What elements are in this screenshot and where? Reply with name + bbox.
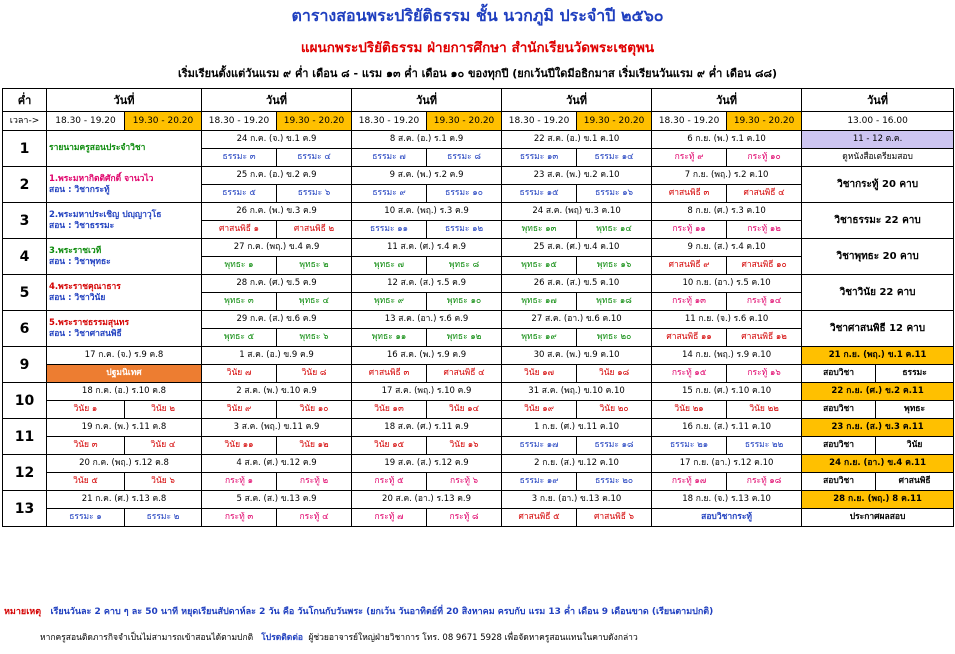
subject-cell: กระทู้ ๓ — [202, 509, 277, 527]
time-row — [3, 112, 954, 131]
subject-cell: ศาสนพิธี ๖ — [577, 509, 652, 527]
date-cell: 26 ส.ค. (ส.) ข.5 ค.10 — [502, 275, 652, 293]
date-cell: 15 ก.ย. (ศ.) ร.10 ค.10 — [652, 383, 802, 401]
exam-label: สอบวิชา — [802, 437, 876, 455]
subject-cell: กระทู้ ๑๐ — [727, 149, 802, 167]
subject-cell: พุทธะ ๗ — [352, 257, 427, 275]
schedule-table — [2, 88, 954, 527]
subject-cell: วินัย ๔ — [125, 437, 202, 455]
subject-cell: ศาสนพิธี ๔ — [727, 185, 802, 203]
date-cell: 24 ส.ค. (พฤ) ข.3 ค.10 — [502, 203, 652, 221]
kham-number: 10 — [3, 383, 47, 419]
date-cell: 10 ก.ย. (อา.) ร.5 ค.10 — [652, 275, 802, 293]
subject-cell: พุทธะ ๕ — [202, 329, 277, 347]
date-cell: 14 ก.ย. (พฤ.) ร.9 ค.10 — [652, 347, 802, 365]
exam-subject: วินัย — [876, 437, 954, 455]
teacher-name: 5.พระราชธรรมสุนทร — [49, 318, 130, 328]
footer-line2b: โปรดติดต่อ — [261, 633, 303, 643]
subject-cell: ธรรมะ ๘ — [427, 149, 502, 167]
table-row — [3, 365, 954, 383]
footer-note-label: หมายเหตุ — [4, 607, 42, 617]
date-cell: 17 ส.ค. (พฤ.) ร.10 ค.9 — [352, 383, 502, 401]
time-slot: 18.30 - 19.20 — [47, 112, 125, 131]
subject-cell: วินัย ๑๑ — [202, 437, 277, 455]
subject-cell: กระทู้ ๔ — [277, 509, 352, 527]
subject-cell: วินัย ๑๒ — [277, 437, 352, 455]
teacher-name: 1.พระมหากิตติศักดิ์ จานวไว — [49, 174, 154, 184]
teacher-subject: สอน : วิชาธรรมะ — [49, 220, 115, 231]
subject-summary: วิชาพุทธะ 20 คาบ — [802, 239, 954, 275]
table-row — [3, 383, 954, 401]
orientation-cell: ปฐมนิเทศ — [47, 365, 202, 383]
subject-cell: กระทู้ ๒ — [277, 473, 352, 491]
subject-cell: พุทธะ ๑๐ — [427, 293, 502, 311]
date-cell: 18 ก.ย. (จ.) ร.13 ค.10 — [652, 491, 802, 509]
teacher-subject: สอน : วิชาพุทธะ — [49, 256, 111, 267]
subject-cell: ธรรมะ ๔ — [277, 149, 352, 167]
subject-cell: ธรรมะ ๑ — [47, 509, 125, 527]
table-row — [3, 491, 954, 509]
teacher-name: รายนามครูสอนประจำวิชา — [49, 143, 146, 154]
date-cell: 1 ก.ย. (ศ.) ข.11 ค.10 — [502, 419, 652, 437]
page-subtitle-2: เริ่มเรียนตั้งแต่วันแรม ๙ ค่ำ เดือน ๘ - แรม ๑๓ ค่ำ เดือน ๑๐ ของทุกปี (ยกเว้นปีใดมีอธิกมาส เริ่มเรียนวันแรม ๙ ค่ำ เดือน ๘๘) — [177, 67, 777, 80]
date-cell: 12 ส.ค. (ส.) ร.5 ค.9 — [352, 275, 502, 293]
date-cell: 9 ก.ย. (ส.) ร.4 ค.10 — [652, 239, 802, 257]
prep-cell: ดูหนังสือเตรียมสอบ — [802, 149, 954, 167]
table-row — [3, 437, 954, 455]
date-cell: 11 ส.ค. (ศ.) ร.4 ค.9 — [352, 239, 502, 257]
kham-number: 2 — [3, 167, 47, 203]
kham-number: 3 — [3, 203, 47, 239]
subject-cell: ธรรมะ ๑๘ — [577, 437, 652, 455]
footer-note — [4, 604, 713, 618]
date-header: วันที่ — [802, 89, 954, 112]
table-row — [3, 131, 954, 149]
subject-cell: ธรรมะ ๑๐ — [427, 185, 502, 203]
time-slot: 18.30 - 19.20 — [352, 112, 427, 131]
date-cell: 19 ส.ค. (ส.) ร.12 ค.9 — [352, 455, 502, 473]
footer-contact — [40, 630, 638, 644]
subject-cell: กระทู้ ๑๗ — [652, 473, 727, 491]
table-row — [3, 311, 954, 329]
date-cell: 21 ก.ค. (ศ.) ร.13 ค.8 — [47, 491, 202, 509]
date-cell: 7 ก.ย. (พฤ.) ร.2 ค.10 — [652, 167, 802, 185]
date-cell: 25 ก.ค. (อ.) ข.2 ค.9 — [202, 167, 352, 185]
date-cell: 9 ส.ค. (พ.) ร.2 ค.9 — [352, 167, 502, 185]
table-row — [3, 455, 954, 473]
subject-cell: วินัย ๑๗ — [502, 365, 577, 383]
rows-block-2 — [3, 347, 954, 527]
subject-cell: พุทธะ ๑๒ — [427, 329, 502, 347]
table-row — [3, 167, 954, 185]
subject-cell: กระทู้ ๘ — [427, 509, 502, 527]
date-cell: 3 ก.ย. (อา.) ข.13 ค.10 — [502, 491, 652, 509]
teacher-cell — [47, 239, 202, 275]
exam-kratu-cell: สอบวิชากระทู้ — [652, 509, 802, 527]
subject-cell: พุทธะ ๙ — [352, 293, 427, 311]
subject-cell: วินัย ๒๐ — [577, 401, 652, 419]
date-cell: 6 ก.ย. (พ.) ร.1 ค.10 — [652, 131, 802, 149]
subject-cell: วินัย ๘ — [277, 365, 352, 383]
subject-cell: ศาสนพิธี ๓ — [352, 365, 427, 383]
date-cell: 27 ก.ค. (พฤ.) ข.4 ค.9 — [202, 239, 352, 257]
teacher-cell — [47, 311, 202, 347]
footer-line2c: ผู้ช่วยอาจารย์ใหญ่ฝ่ายวิชาการ โทร. 08 9671 5928 เพื่อจัดหาครูสอนแทนในคาบดังกล่าว — [308, 633, 638, 643]
date-cell: 11 ก.ย. (จ.) ร.6 ค.10 — [652, 311, 802, 329]
kham-number: 1 — [3, 131, 47, 167]
header-row — [3, 89, 954, 112]
subject-cell: กระทู้ ๑๔ — [727, 293, 802, 311]
kham-number: 12 — [3, 455, 47, 491]
subject-cell: วินัย ๑ — [47, 401, 125, 419]
time-slot: 19.30 - 20.20 — [125, 112, 202, 131]
subject-cell: กระทู้ ๑๖ — [727, 365, 802, 383]
date-cell: 25 ส.ค. (ศ.) ข.4 ค.10 — [502, 239, 652, 257]
exam-label: สอบวิชา — [802, 401, 876, 419]
subject-cell: ธรรมะ ๑๑ — [352, 221, 427, 239]
subject-cell: พุทธะ ๑ — [202, 257, 277, 275]
subject-cell: พุทธะ ๑๑ — [352, 329, 427, 347]
date-header: วันที่ — [47, 89, 202, 112]
date-header: วันที่ — [652, 89, 802, 112]
subject-cell: ธรรมะ ๖ — [277, 185, 352, 203]
teacher-name: 2.พระมหาประเชิญ ปญฺญาวุโธ — [49, 210, 162, 220]
subject-cell: ธรรมะ ๒๑ — [652, 437, 727, 455]
subject-cell: วินัย ๑๖ — [427, 437, 502, 455]
date-cell: 3 ส.ค. (พฤ.) ข.11 ค.9 — [202, 419, 352, 437]
time-slot: 19.30 - 20.20 — [277, 112, 352, 131]
date-cell: 26 ก.ค. (พ.) ข.3 ค.9 — [202, 203, 352, 221]
date-cell: 16 ก.ย. (ส.) ร.11 ค.10 — [652, 419, 802, 437]
teacher-name: 3.พระราชเวที — [49, 246, 102, 256]
date-cell: 22 ส.ค. (อ.) ข.1 ค.10 — [502, 131, 652, 149]
exam-date-cell: 24 ก.ย. (อา.) ข.4 ค.11 — [802, 455, 954, 473]
kham-header: ค่ำ — [3, 89, 47, 112]
time-label: เวลา-> — [3, 112, 47, 131]
teacher-cell — [47, 275, 202, 311]
subject-cell: ศาสนพิธี ๙ — [652, 257, 727, 275]
subject-cell: ธรรมะ ๕ — [202, 185, 277, 203]
date-cell: 18 ส.ค. (ศ.) ร.11 ค.9 — [352, 419, 502, 437]
page-title: ตารางสอนพระปริยัติธรรม ชั้น นวกภูมิ ประจำปี ๒๕๖๐ — [291, 6, 664, 25]
subject-cell: ธรรมะ ๑๕ — [502, 185, 577, 203]
exam-subject: พุทธะ — [876, 401, 954, 419]
date-cell: 2 ส.ค. (พ.) ข.10 ค.9 — [202, 383, 352, 401]
date-cell: 20 ส.ค. (อา.) ร.13 ค.9 — [352, 491, 502, 509]
teacher-subject: สอน : วิชากระทู้ — [49, 184, 110, 195]
date-cell: 23 ส.ค. (พ.) ข.2 ค.10 — [502, 167, 652, 185]
subject-cell: พุทธะ ๑๔ — [577, 221, 652, 239]
subject-cell: ศาสนพิธี ๑๐ — [727, 257, 802, 275]
kham-number: 5 — [3, 275, 47, 311]
table-row — [3, 401, 954, 419]
date-header: วันที่ — [502, 89, 652, 112]
subject-cell: วินัย ๑๐ — [277, 401, 352, 419]
table-row — [3, 275, 954, 293]
subject-cell: ธรรมะ ๙ — [352, 185, 427, 203]
time-slot: 18.30 - 19.20 — [502, 112, 577, 131]
subject-summary: วิชากระทู้ 20 คาบ — [802, 167, 954, 203]
subject-cell: วินัย ๒๑ — [652, 401, 727, 419]
date-cell: 20 ก.ค. (พฤ.) ร.12 ค.8 — [47, 455, 202, 473]
subject-cell: ธรรมะ ๑๓ — [502, 149, 577, 167]
time-slot: 19.30 - 20.20 — [427, 112, 502, 131]
teacher-subject: สอน : วิชาวินัย — [49, 292, 106, 303]
subject-cell: ธรรมะ ๒๒ — [727, 437, 802, 455]
subject-cell: พุทธะ ๑๘ — [577, 293, 652, 311]
date-cell: 16 ส.ค. (พ.) ร.9 ค.9 — [352, 347, 502, 365]
date-cell: 18 ก.ค. (อ.) ร.10 ค.8 — [47, 383, 202, 401]
subject-cell: วินัย ๒๒ — [727, 401, 802, 419]
date-cell: 1 ส.ค. (อ.) ข.9 ค.9 — [202, 347, 352, 365]
date-cell: 13 ส.ค. (อา.) ร.6 ค.9 — [352, 311, 502, 329]
subject-cell: ธรรมะ ๑๒ — [427, 221, 502, 239]
date-header: วันที่ — [202, 89, 352, 112]
date-cell: 19 ก.ค. (พ.) ร.11 ค.8 — [47, 419, 202, 437]
time-slot: 18.30 - 19.20 — [202, 112, 277, 131]
table-row — [3, 419, 954, 437]
subject-cell: พุทธะ ๘ — [427, 257, 502, 275]
date-cell: 28 ก.ค. (ศ.) ข.5 ค.9 — [202, 275, 352, 293]
subject-cell: วินัย ๒ — [125, 401, 202, 419]
date-cell: 29 ก.ค. (ส.) ข.6 ค.9 — [202, 311, 352, 329]
subject-cell: ธรรมะ ๑๖ — [577, 185, 652, 203]
time-slot: 19.30 - 20.20 — [727, 112, 802, 131]
teacher-cell — [47, 167, 202, 203]
teacher-cell — [47, 203, 202, 239]
subject-cell: พุทธะ ๖ — [277, 329, 352, 347]
date-cell: 27 ส.ค. (อา.) ข.6 ค.10 — [502, 311, 652, 329]
teacher-cell — [47, 131, 202, 167]
subject-cell: กระทู้ ๑๘ — [727, 473, 802, 491]
date-cell: 31 ส.ค. (พฤ.) ข.10 ค.10 — [502, 383, 652, 401]
subject-cell: วินัย ๑๘ — [577, 365, 652, 383]
subject-cell: กระทู้ ๑๕ — [652, 365, 727, 383]
subject-cell: พุทธะ ๑๗ — [502, 293, 577, 311]
exam-date-cell: 28 ก.ย. (พฤ.) 8 ค.11 — [802, 491, 954, 509]
date-cell: 2 ก.ย. (ส.) ข.12 ค.10 — [502, 455, 652, 473]
subject-cell: กระทู้ ๑๓ — [652, 293, 727, 311]
exam-label: สอบวิชา — [802, 473, 876, 491]
subject-cell: วินัย ๕ — [47, 473, 125, 491]
subject-cell: วินัย ๑๓ — [352, 401, 427, 419]
subject-cell: กระทู้ ๑ — [202, 473, 277, 491]
subject-cell: ศาสนพิธี ๓ — [652, 185, 727, 203]
table-row — [3, 203, 954, 221]
exam-date-cell: 21 ก.ย. (พฤ.) ข.1 ค.11 — [802, 347, 954, 365]
subject-cell: ศาสนพิธี ๑ — [202, 221, 277, 239]
subject-cell: พุทธะ ๒ — [277, 257, 352, 275]
table-row — [3, 473, 954, 491]
date-cell: 4 ส.ค. (ศ.) ข.12 ค.9 — [202, 455, 352, 473]
table-row — [3, 239, 954, 257]
subject-cell: พุทธะ ๑๓ — [502, 221, 577, 239]
teacher-subject: สอน : วิชาศาสนพิธี — [49, 328, 122, 339]
kham-number: 13 — [3, 491, 47, 527]
page-subtitle: แผนกพระปริยัติธรรม ฝ่ายการศึกษา สำนักเรียนวัดพระเชตุพน — [300, 40, 655, 56]
subject-summary: วิชาศาสนพิธี 12 คาบ — [802, 311, 954, 347]
subject-cell: พุทธะ ๓ — [202, 293, 277, 311]
subject-cell: ธรรมะ ๒ — [125, 509, 202, 527]
subject-cell: ศาสนพิธี ๕ — [502, 509, 577, 527]
exam-date-cell: 23 ก.ย. (ส.) ข.3 ค.11 — [802, 419, 954, 437]
date-cell: 10 ส.ค. (พฤ.) ร.3 ค.9 — [352, 203, 502, 221]
subject-cell: วินัย ๗ — [202, 365, 277, 383]
kham-number: 4 — [3, 239, 47, 275]
subject-cell: กระทู้ ๑๑ — [652, 221, 727, 239]
subject-cell: พุทธะ ๔ — [277, 293, 352, 311]
last-time-slot: 13.00 - 16.00 — [802, 112, 954, 131]
announce-cell: ประกาศผลสอบ — [802, 509, 954, 527]
time-slot: 19.30 - 20.20 — [577, 112, 652, 131]
subject-cell: ธรรมะ ๑๗ — [502, 437, 577, 455]
date-cell: 8 ส.ค. (อ.) ร.1 ค.9 — [352, 131, 502, 149]
subject-cell: วินัย ๙ — [202, 401, 277, 419]
last-date-cell: 11 - 12 ต.ค. — [802, 131, 954, 149]
subject-cell: กระทู้ ๙ — [652, 149, 727, 167]
subject-cell: ธรรมะ ๗ — [352, 149, 427, 167]
exam-subject: ธรรมะ — [876, 365, 954, 383]
subject-cell: ธรรมะ ๑๔ — [577, 149, 652, 167]
footer-note-text: เรียนวันละ 2 คาบ ๆ ละ 50 นาที หยุดเรียนสัปดาห์ละ 2 วัน คือ วันโกนกับวันพระ (ยกเว้น วันอาทิตย์ที่ 20 สิงหาคม ครบกับ แรม 13 ค่ำ เดือน 9 เดือนขาด (เรียนตามปกติ) — [50, 607, 714, 617]
date-cell: 8 ก.ย. (ศ.) ร.3 ค.10 — [652, 203, 802, 221]
subject-cell: ธรรมะ ๑๙ — [502, 473, 577, 491]
subject-cell: พุทธะ ๑๖ — [577, 257, 652, 275]
date-cell: 17 ก.ย. (อา.) ร.12 ค.10 — [652, 455, 802, 473]
subject-summary: วิชาธรรมะ 22 คาบ — [802, 203, 954, 239]
subject-cell: พุทธะ ๑๕ — [502, 257, 577, 275]
subject-summary: วิชาวินัย 22 คาบ — [802, 275, 954, 311]
subject-cell: พุทธะ ๑๙ — [502, 329, 577, 347]
table-row — [3, 509, 954, 527]
subject-cell: ศาสนพิธี ๒ — [277, 221, 352, 239]
date-header: วันที่ — [352, 89, 502, 112]
subject-cell: กระทู้ ๕ — [352, 473, 427, 491]
kham-number: 6 — [3, 311, 47, 347]
subject-cell: วินัย ๖ — [125, 473, 202, 491]
rows-block-1 — [3, 131, 954, 347]
time-slot: 18.30 - 19.20 — [652, 112, 727, 131]
subject-cell: วินัย ๑๔ — [427, 401, 502, 419]
subject-cell: วินัย ๑๙ — [502, 401, 577, 419]
footer-line2a: หากครูสอนติดภารกิจจำเป็นไม่สามารถเข้าสอนได้ตามปกติ — [40, 633, 254, 643]
subject-cell: ศาสนพิธี ๑๑ — [652, 329, 727, 347]
subject-cell: กระทู้ ๑๒ — [727, 221, 802, 239]
subject-cell: พุทธะ ๒๐ — [577, 329, 652, 347]
date-cell: 5 ส.ค. (ส.) ข.13 ค.9 — [202, 491, 352, 509]
table-row — [3, 347, 954, 365]
date-cell: 30 ส.ค. (พ.) ข.9 ค.10 — [502, 347, 652, 365]
exam-label: สอบวิชา — [802, 365, 876, 383]
subject-cell: ศาสนพิธี ๑๒ — [727, 329, 802, 347]
kham-number: 11 — [3, 419, 47, 455]
exam-subject: ศาสนพิธี — [876, 473, 954, 491]
subject-cell: กระทู้ ๗ — [352, 509, 427, 527]
subject-cell: กระทู้ ๖ — [427, 473, 502, 491]
subject-cell: ธรรมะ ๓ — [202, 149, 277, 167]
subject-cell: วินัย ๑๕ — [352, 437, 427, 455]
teacher-name: 4.พระราชคุณาธาร — [49, 282, 121, 292]
date-cell: 24 ก.ค. (จ.) ข.1 ค.9 — [202, 131, 352, 149]
kham-number: 9 — [3, 347, 47, 383]
subject-cell: วินัย ๓ — [47, 437, 125, 455]
exam-date-cell: 22 ก.ย. (ศ.) ข.2 ค.11 — [802, 383, 954, 401]
subject-cell: ศาสนพิธี ๔ — [427, 365, 502, 383]
subject-cell: ธรรมะ ๒๐ — [577, 473, 652, 491]
date-cell: 17 ก.ค. (จ.) ร.9 ค.8 — [47, 347, 202, 365]
